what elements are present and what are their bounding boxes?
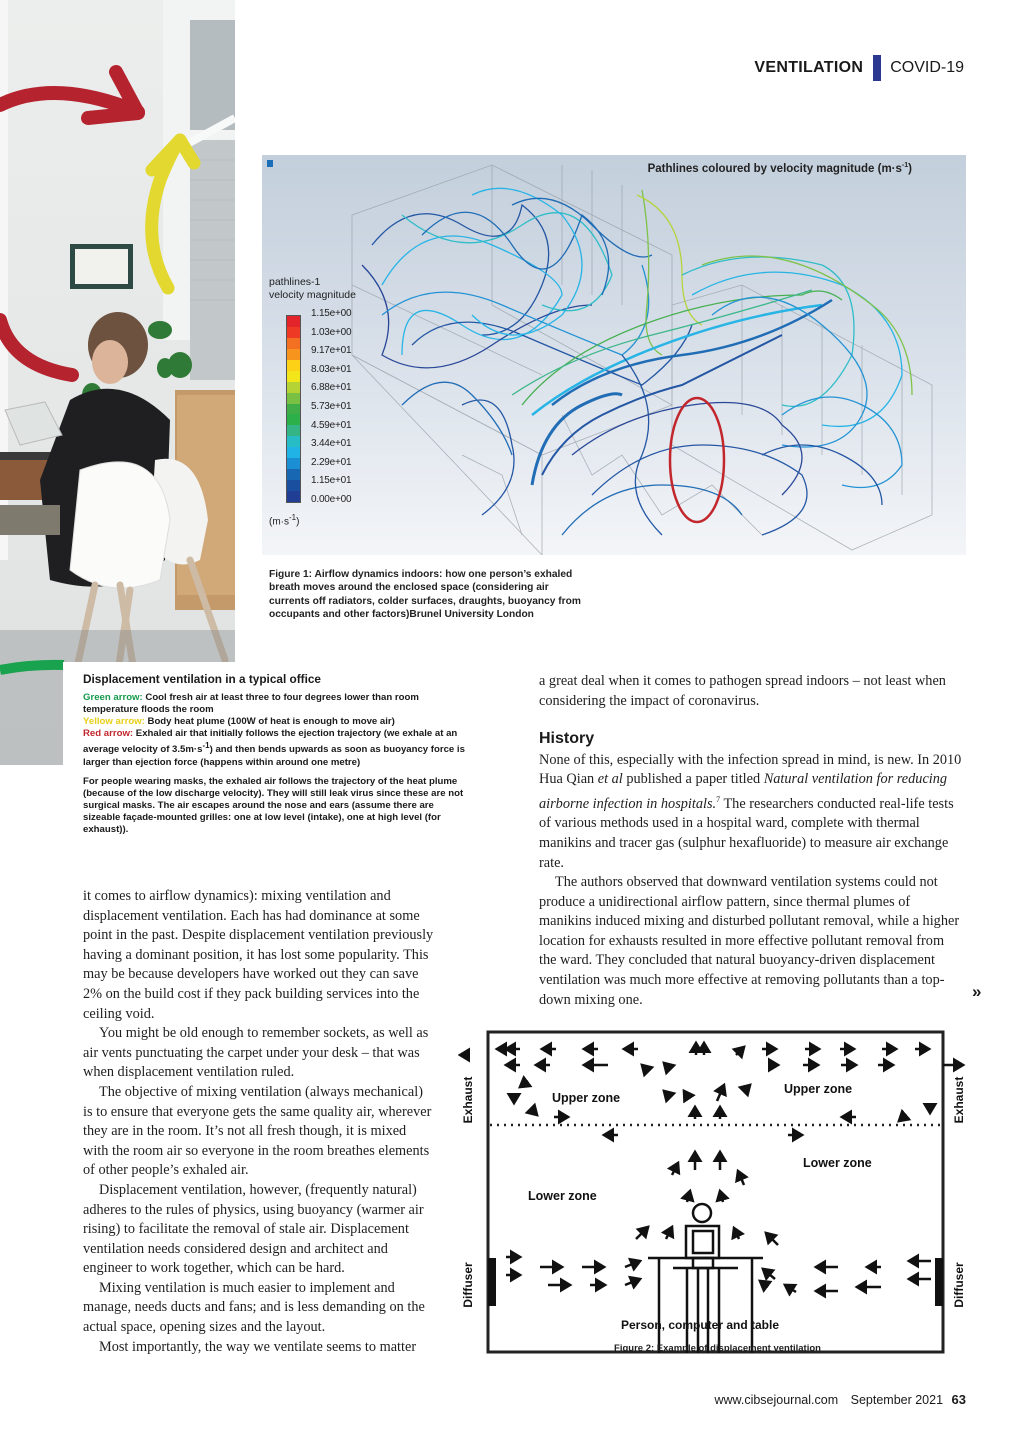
legend-color-swatch	[287, 447, 300, 458]
body-column-2	[539, 672, 964, 1010]
paragraph: Mixing ventilation is much easier to implement and manage, needs ducts and fans; and is less demanding on the actual space, opening sizes and the layout.	[83, 1279, 425, 1336]
legend-color-swatch	[287, 414, 300, 425]
green-arrow-note: Green arrow: Cool fresh air at least three to four degrees lower than room temperature floods the room	[83, 692, 419, 716]
legend-colorbar	[286, 315, 301, 503]
airflow-arrow	[760, 1281, 768, 1287]
airflow-arrow	[763, 1269, 775, 1279]
airflow-arrow	[785, 1285, 796, 1292]
legend-tick-label: 0.00e+00	[311, 494, 352, 505]
legend-tick-label: 8.03e+01	[311, 363, 352, 375]
legend-color-swatch	[287, 338, 300, 349]
red-arrow-note: Red arrow: Exhaled air that initially follows the ejection trajectory (we exhale at an average velocity of $3.5m\cdot s^{-1}$) and then bends upwards as soon as buoyancy force is larger than ejection force (happens within around one metre)	[83, 728, 465, 768]
figure1-caption: Figure 1: Airflow dynamics indoors: how one person’s exhaled breath moves around the enclosed space (considering air currents off radiators, colder surfaces, draughts, buoyancy from occupants and other factors)Brunel University London	[269, 569, 581, 621]
header-divider	[873, 55, 881, 81]
page-number: 63	[951, 1392, 966, 1407]
legend-color-swatch	[287, 360, 300, 371]
running-header	[754, 55, 964, 81]
exhaust-right-label: Exhaust	[952, 1076, 966, 1124]
airflow-arrow	[636, 1227, 648, 1239]
airflow-arrow	[738, 1171, 744, 1185]
yellow-arrow-note: Yellow arrow: Body heat plume (100W of heat is enough to move air)	[83, 716, 395, 728]
footer-date: September 2021	[850, 1393, 944, 1407]
figure1-cfd-image	[262, 155, 966, 555]
mask-note: For people wearing masks, the exhaled air follows the trajectory of the heat plume (because of the low discharge velocity). They will still leak virus since these are not surgical masks. The air escapes around the nose and ears (assume there are sizeable façade-mounted grilles: one at low level (intake), one at high level (for exhaust)).	[83, 775, 464, 836]
legend-unit: $(m\cdot s^{-1})$	[269, 513, 300, 528]
airflow-arrow	[744, 1085, 750, 1091]
legend-tick-label: 3.44e+01	[311, 438, 352, 450]
diffuser-left	[488, 1258, 496, 1306]
legend-color-swatch	[287, 316, 300, 327]
legend-color-swatch	[287, 327, 300, 338]
legend-color-swatch	[287, 382, 300, 393]
exhaust-left-label: Exhaust	[461, 1076, 475, 1124]
person-label: Person, computer and table	[620, 1318, 780, 1332]
office-photo-illustration	[0, 0, 235, 765]
diffuser-right	[935, 1258, 943, 1306]
section-heading: History	[539, 730, 595, 748]
airflow-arrow	[642, 1065, 648, 1071]
legend-color-swatch	[287, 425, 300, 436]
legend-color-swatch	[287, 349, 300, 360]
paragraph: None of this, especially with the infection spread in mind, is new. In 2010 Hua Qian et al published a paper titled Natural ventilation for reducing airborne infection in hospitals.$^7$ The researchers conducted real-life tests of various methods used in a hospital ward, complete with thermal manikins and tracer gas (sulphur hexafluoride) to measure air exchange rate.	[539, 751, 962, 871]
figure2-diagram	[458, 1025, 973, 1365]
sidebar-box	[63, 662, 473, 862]
footer-url[interactable]: www.cibsejournal.com	[714, 1393, 839, 1407]
airflow-arrow	[664, 1091, 670, 1097]
legend-color-swatch	[287, 480, 300, 491]
diffuser-left-label: Diffuser	[461, 1262, 475, 1308]
paragraph: a great deal when it comes to pathogen spread indoors – not least when considering the impact of coronavirus.	[539, 673, 946, 709]
airflow-arrow	[736, 1047, 744, 1055]
airflow-arrow	[520, 1081, 528, 1087]
airflow-arrow	[766, 1233, 778, 1245]
legend-title: pathlines-1 velocity magnitude	[269, 276, 356, 301]
airflow-arrow	[684, 1091, 688, 1097]
legend-color-swatch	[287, 491, 300, 502]
paragraph: The authors observed that downward ventilation systems could not produce a unidirectional airflow pattern, since thermal plumes of manikins induced mixing and disturbed pollutant removal, while a higher location for exhausts resulted in more effective pollutant removal from the ward. They concluded that natural buoyancy-driven displacement ventilation was much more effective at removing pollutants than a top-down mixing one.	[539, 874, 960, 1008]
paragraph: it comes to airflow dynamics): mixing ventilation and displacement ventilation. Each has had dominance at some point in the past. Despite displacement ventilation previously having a dominant position, it has lost some popularity. This may be because developers have worked out they can save 2% on the build cost if they pack building services into the ceiling void.	[83, 888, 434, 1022]
airflow-arrow	[531, 1109, 537, 1115]
airflow-arrow	[625, 1261, 640, 1267]
airflow-arrow	[899, 1115, 906, 1121]
airflow-arrow	[625, 1279, 640, 1285]
sidebar-box-body	[83, 692, 468, 836]
legend-tick-label: 4.59e+01	[311, 419, 352, 431]
airflow-arrow	[672, 1163, 678, 1175]
airflow-arrow	[717, 1085, 724, 1101]
office-photo	[0, 0, 235, 765]
legend-tick-label: 9.17e+01	[311, 345, 352, 357]
legend-color-swatch	[287, 469, 300, 480]
airflow-arrow	[664, 1063, 670, 1069]
paragraph: Most importantly, the way we ventilate seems to matter	[99, 1338, 417, 1355]
legend-tick-label: 2.29e+01	[311, 456, 352, 468]
upper-zone-right-label: Upper zone	[784, 1082, 853, 1096]
figure1-title: Pathlines coloured by velocity magnitude $(m\cdot s^{-1})$	[647, 162, 912, 175]
paragraph: You might be old enough to remember sockets, as well as air vents punctuating the carpet under your desk – that was when displacement ventilation ruled.	[83, 1025, 429, 1081]
legend-color-swatch	[287, 371, 300, 382]
diffuser-right-label: Diffuser	[952, 1262, 966, 1308]
legend-tick-label: 1.15e+01	[311, 475, 352, 487]
figure2-caption: Figure 2: Example of displacement ventilation	[614, 1343, 821, 1354]
legend-tick-label: 1.15e+00	[311, 308, 352, 319]
page-footer	[714, 1392, 966, 1407]
legend-color-swatch	[287, 404, 300, 415]
subsection-label: COVID-19	[890, 59, 964, 76]
airflow-arrow	[687, 1191, 690, 1202]
pathlines-illustration	[262, 155, 966, 555]
legend-color-swatch	[287, 393, 300, 404]
lower-zone-left-label: Lower zone	[528, 1189, 597, 1203]
legend-tick-label: 1.03e+00	[311, 326, 352, 338]
section-label: VENTILATION	[754, 59, 864, 76]
legend-tick-label: 5.73e+01	[311, 401, 352, 412]
airflow-arrow	[720, 1191, 723, 1202]
legend-color-swatch	[287, 458, 300, 469]
body-column-1	[83, 887, 435, 1357]
airflow-arrows	[460, 1043, 963, 1292]
legend-color-swatch	[287, 436, 300, 447]
airflow-arrow	[734, 1228, 739, 1239]
continue-icon: »	[972, 982, 982, 1001]
sidebar-box-title: Displacement ventilation in a typical office	[83, 672, 321, 686]
corner-marker-icon	[267, 160, 273, 167]
legend-tick-label: 6.88e+01	[311, 382, 352, 394]
lower-zone-right-label: Lower zone	[803, 1156, 872, 1170]
paragraph: The objective of mixing ventilation (always mechanical) is to ensure that everyone gets the same quality air, wherever they are in the room. It’s not all fresh though, it is mixed with the room air so everyone in the room breathes elements of other people’s exhaled air.	[83, 1083, 432, 1179]
paragraph: Displacement ventilation, however, (frequently natural) adheres to the rules of physics, using buoyancy (warmer air rising) to facilitate the removal of stale air. Displacement ventilation needs considered design and architect and engineer to work together, which can be hard.	[83, 1181, 424, 1277]
airflow-arrow	[666, 1227, 672, 1239]
upper-zone-left-label: Upper zone	[552, 1091, 621, 1105]
